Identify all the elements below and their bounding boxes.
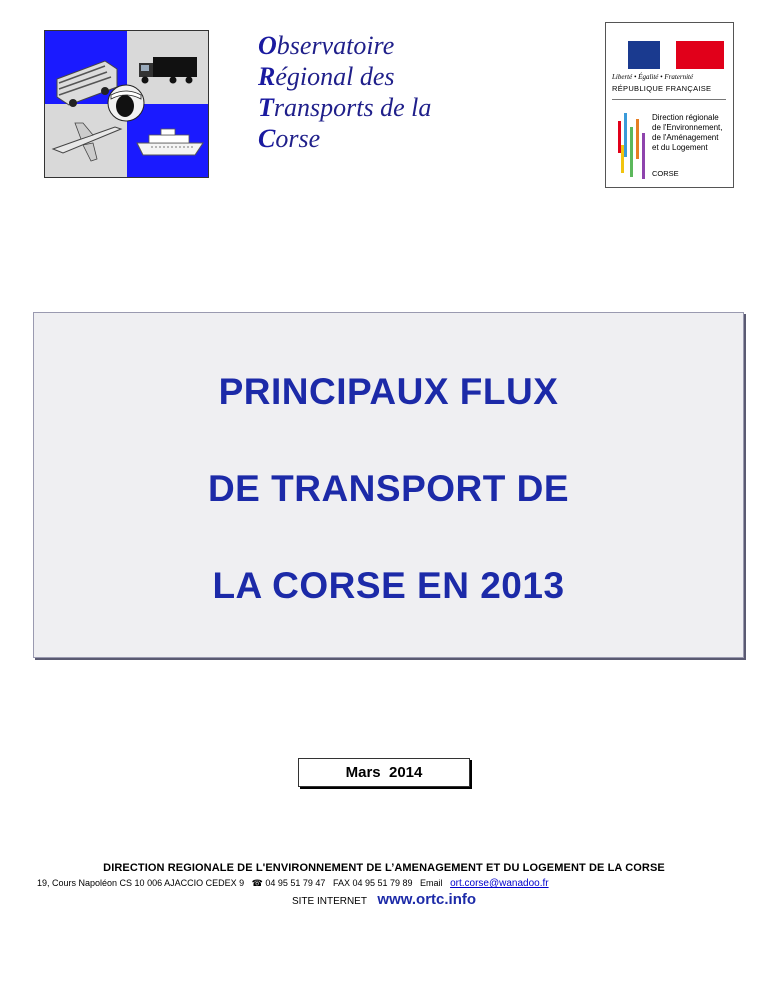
ferry-icon (137, 129, 203, 155)
publication-date: Mars 2014 (298, 758, 470, 787)
republic-motto: Liberté • Égalité • Fraternité (612, 73, 694, 81)
logo-divider (612, 99, 726, 100)
phone-number: 04 95 51 79 47 (265, 878, 326, 888)
marianne-flag-icon (628, 41, 724, 69)
colored-bars-icon (618, 113, 645, 179)
email-link[interactable]: ort.corse@wanadoo.fr (450, 878, 549, 889)
footer-organization: DIRECTION REGIONALE DE L'ENVIRONNEMENT DE L’AMENAGEMENT ET DU LOGEMENT DE LA CORSE (103, 862, 665, 874)
truck-icon (139, 57, 197, 84)
title-line-4: Corse (258, 124, 321, 153)
title-line-1: Observatoire (258, 31, 395, 60)
address: 19, Cours Napoléon CS 10 006 AJACCIO CEDEX 9 (37, 878, 245, 888)
title-line-3: Transports de la (258, 93, 432, 122)
main-title-line-2: DE TRANSPORT DE (207, 468, 570, 509)
ortc-logo (44, 30, 209, 178)
main-title-box (33, 312, 744, 658)
fax-number: FAX 04 95 51 79 89 (332, 878, 413, 888)
footer-website-line (0, 891, 768, 909)
main-title-line-3: LA CORSE EN 2013 (212, 565, 565, 606)
title-line-2: Régional des (258, 62, 395, 91)
dreal-name: Direction régionale de l'Environnement, de l'Aménagement et du Logement (652, 113, 723, 152)
moor-head-emblem-icon (108, 85, 144, 121)
region-name: CORSE (652, 169, 679, 178)
observatory-title (258, 30, 431, 154)
airplane-icon (53, 123, 121, 161)
telephone-icon: ☎ (251, 878, 263, 888)
republic-name: RÉPUBLIQUE FRANÇAISE (612, 84, 712, 93)
dreal-corse-logo (605, 22, 734, 188)
footer-address-line (37, 878, 549, 889)
site-label: SITE INTERNET (291, 896, 367, 907)
email-label: Email (420, 878, 443, 888)
website-link[interactable]: www.ortc.info (377, 891, 477, 908)
main-title-line-1: PRINCIPAUX FLUX (218, 371, 559, 412)
